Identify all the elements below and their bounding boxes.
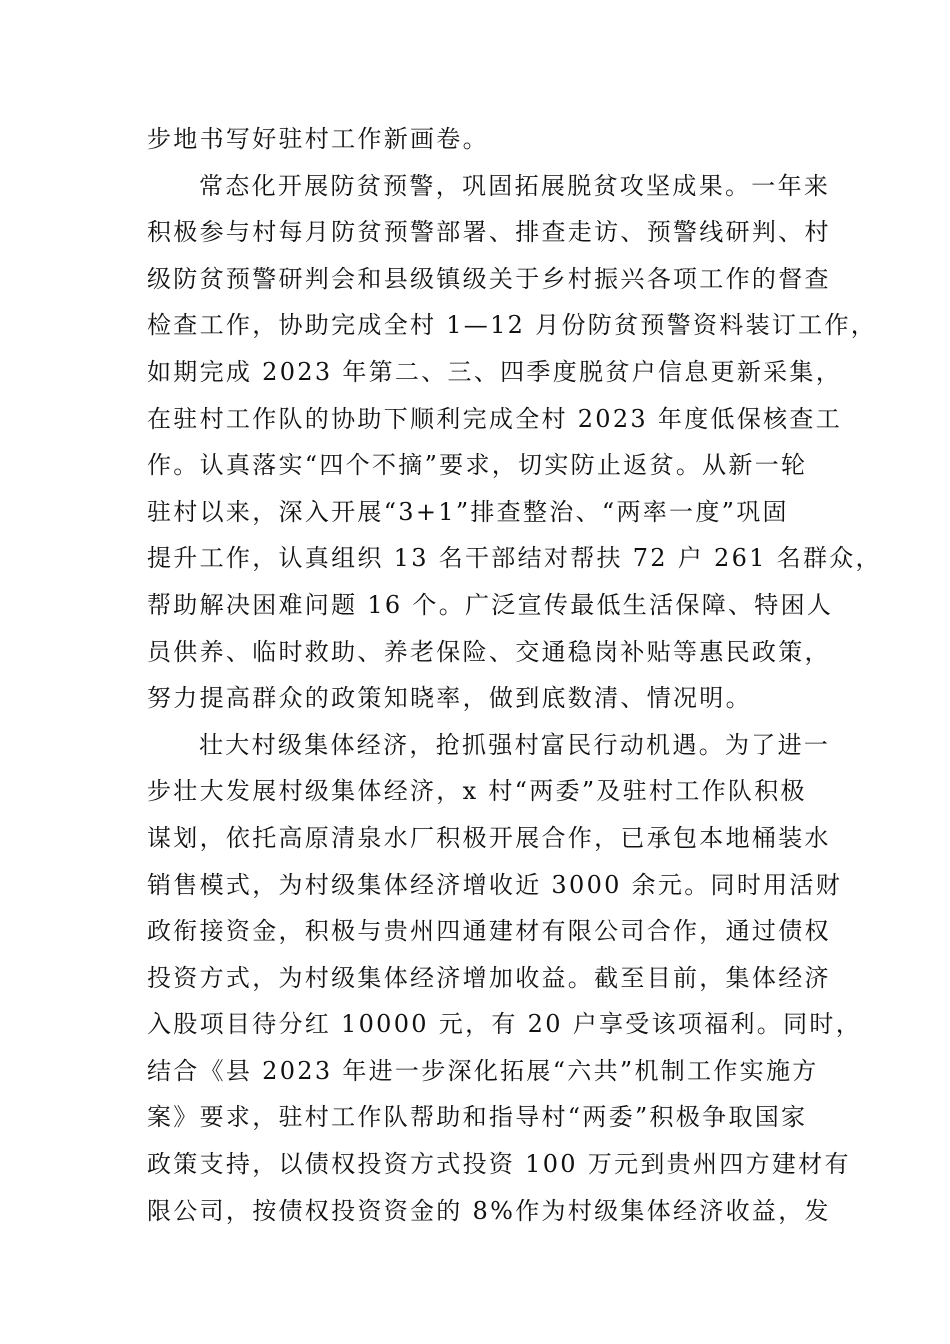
text-line: 驻村以来，深入开展“3+1”排查整治、“两率一度”巩固	[147, 497, 789, 526]
text-line: 政衔接资金，积极与贵州四通建材有限公司合作，通过债权	[147, 917, 831, 946]
text-line: 入股项目待分红 10000 元，有 20 户享受该项福利。同时，	[147, 1010, 863, 1039]
text-line: 努力提高群众的政策知晓率，做到底数清、情况明。	[147, 684, 752, 713]
text-line: 步壮大发展村级集体经济，x 村“两委”及驻村工作队积极	[147, 777, 807, 806]
text-line: 作。认真落实“四个不摘”要求，切实防止返贫。从新一轮	[147, 451, 808, 480]
paragraph-start-line: 常态化开展防贫预警，巩固拓展脱贫攻坚成果。一年来	[199, 171, 831, 200]
text-line: 投资方式，为村级集体经济增加收益。截至目前，集体经济	[147, 963, 831, 992]
text-line: 销售模式，为村级集体经济增收近 3000 余元。同时用活财	[147, 870, 843, 899]
text-line: 步地书写好驻村工作新画卷。	[147, 125, 489, 153]
text-line: 结合《县 2023 年进一步深化拓展“六共”机制工作实施方	[147, 1056, 819, 1085]
text-line: 案》要求，驻村工作队帮助和指导村“两委”积极争取国家	[147, 1103, 808, 1132]
text-line: 员供养、临时救助、养老保险、交通稳岗补贴等惠民政策，	[147, 637, 831, 666]
text-line: 限公司，按债权投资资金的 8%作为村级集体经济收益，发	[147, 1196, 831, 1225]
text-line: 提升工作，认真组织 13 名干部结对帮扶 72 户 261 名群众，	[147, 544, 882, 573]
text-line: 积极参与村每月防贫预警部署、排查走访、预警线研判、村	[147, 218, 831, 247]
text-line: 政策支持，以债权投资方式投资 100 万元到贵州四方建材有	[147, 1150, 851, 1179]
text-line: 谋划，依托高原清泉水厂积极开展合作，已承包本地桶装水	[147, 823, 831, 852]
document-body	[147, 116, 882, 1234]
text-line: 帮助解决困难问题 16 个。广泛宣传最低生活保障、特困人	[147, 590, 834, 619]
text-line: 在驻村工作队的协助下顺利完成全村 2023 年度低保核查工	[147, 404, 843, 433]
text-line: 级防贫预警研判会和县级镇级关于乡村振兴各项工作的督查	[147, 264, 831, 293]
paragraph-start-line: 壮大村级集体经济，抢抓强村富民行动机遇。为了进一	[199, 730, 831, 759]
text-line: 检查工作，协助完成全村 1—12 月份防贫预警资料装订工作，	[147, 311, 878, 340]
text-line: 如期完成 2023 年第二、三、四季度脱贫户信息更新采集，	[147, 357, 843, 386]
